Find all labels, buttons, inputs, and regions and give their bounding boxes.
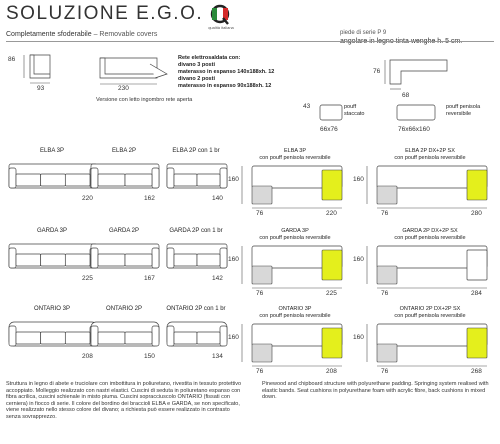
corner-title: ONTARIO 3P bbox=[278, 306, 312, 312]
corner-subtitle: con pouff penisola reversibile bbox=[259, 312, 331, 319]
subtitle bbox=[6, 31, 157, 38]
sofa-name: ONTARIO 3P bbox=[34, 306, 70, 312]
corner-sofa-drawing bbox=[240, 242, 360, 292]
sofa-name: GARDA 2P bbox=[108, 228, 139, 234]
corner-subtitle: con pouff penisola reversibile bbox=[394, 234, 466, 241]
footer-italian: Struttura in legno di abete e truciolare con imbottitura in poliuretano, rivestita in tessuto protettivo accoppiato. Molleggio realizzato con nastri elastici. Cuscini di seduta in poliuretano espanso con fibra acrilica, cuscini schienale in misto piuma. Cuscini sopracciuscolo ONTARIO (fissati con cerniera) in fiocco di serie. Il colore del bordino dei braccioli ELBA e GARDA, se non specificato, viene realizzato nello stesso colore del divano; a richiesta può essere realizzato in contrasto senza sovrapprezzo. bbox=[6, 381, 242, 420]
dim-corner-68: 68 bbox=[402, 92, 410, 99]
sofa-width: 140 bbox=[212, 195, 223, 202]
corner-sofa-drawing bbox=[365, 320, 500, 370]
page-title: SOLUZIONE E.G.O. bbox=[6, 3, 204, 24]
corner-depth: 76 bbox=[381, 210, 389, 217]
corner-title: ELBA 3P bbox=[283, 148, 307, 154]
corner-sofa-drawing bbox=[240, 162, 360, 212]
corner-subtitle: con pouff penisola reversibile bbox=[259, 154, 331, 161]
corner-diagram bbox=[385, 57, 465, 97]
corner-width: 280 bbox=[471, 210, 482, 217]
corner-width: 208 bbox=[326, 368, 337, 375]
sofa-width: 150 bbox=[144, 353, 155, 360]
sofa-drawing bbox=[90, 160, 162, 194]
corner-name bbox=[240, 306, 350, 319]
side-profile-drawing bbox=[20, 50, 60, 90]
brand-logo bbox=[209, 4, 231, 26]
corner-width: 220 bbox=[326, 210, 337, 217]
corner-title: ONTARIO 2P DX+2P SX bbox=[399, 306, 461, 312]
corner-depth: 76 bbox=[381, 368, 389, 375]
sofa-name: ELBA 2P bbox=[111, 148, 137, 154]
corner-sofa-drawing bbox=[365, 162, 500, 212]
logo-caption: qualità italiana bbox=[208, 25, 234, 30]
sofa-drawing bbox=[166, 240, 230, 274]
corner-height: 160 bbox=[228, 256, 239, 263]
sofa-name: GARDA 2P con 1 br bbox=[169, 228, 223, 234]
corner-sofa-drawing bbox=[240, 320, 360, 370]
bed-note: Versione con letto ingombro rete aperta bbox=[96, 97, 193, 103]
corner-name bbox=[365, 228, 495, 241]
bed-specs bbox=[178, 55, 308, 90]
corner-width: 268 bbox=[471, 368, 482, 375]
corner-depth: 76 bbox=[256, 290, 264, 297]
bed-spec-3: divano 2 posti bbox=[178, 76, 215, 82]
corner-title: GARDA 3P bbox=[281, 228, 309, 234]
dim-corner-76: 76 bbox=[373, 68, 381, 75]
pouf-penisola-label: pouff penisola reversibile bbox=[446, 104, 481, 117]
corner-width: 225 bbox=[326, 290, 337, 297]
corner-sofa-drawing bbox=[365, 242, 500, 292]
foot-note: piede di serie P 9 bbox=[340, 30, 387, 36]
sofa-width: 220 bbox=[82, 195, 93, 202]
sofa-bed-drawing bbox=[95, 50, 185, 90]
corner-width: 284 bbox=[471, 290, 482, 297]
corner-height: 160 bbox=[228, 334, 239, 341]
sofa-drawing bbox=[90, 318, 162, 352]
corner-height: 160 bbox=[228, 176, 239, 183]
bed-spec-1: divano 3 posti bbox=[178, 62, 215, 68]
sofa-drawing bbox=[166, 160, 230, 194]
corner-name bbox=[365, 306, 495, 319]
subtitle-en: – Removable covers bbox=[93, 31, 158, 38]
sofa-name: ONTARIO 2P con 1 br bbox=[166, 306, 226, 312]
dim-height: 86 bbox=[8, 56, 16, 63]
bed-spec-2: materasso in espanso 140x188xh. 12 bbox=[178, 69, 275, 75]
sofa-name: ELBA 2P con 1 br bbox=[172, 148, 220, 154]
sofa-drawing bbox=[8, 318, 100, 352]
pouf-penisola-size: 76x66x160 bbox=[398, 126, 430, 133]
sofa-width: 142 bbox=[212, 275, 223, 282]
corner-subtitle: con pouff penisola reversibile bbox=[394, 154, 466, 161]
sofa-drawing bbox=[166, 318, 230, 352]
corner-depth: 76 bbox=[256, 368, 264, 375]
corner-height: 160 bbox=[353, 176, 364, 183]
sofa-name: GARDA 3P bbox=[36, 228, 67, 234]
sofa-width: 208 bbox=[82, 353, 93, 360]
sofa-width: 167 bbox=[144, 275, 155, 282]
corner-subtitle: con pouff penisola reversibile bbox=[259, 234, 331, 241]
corner-title: ELBA 2P DX+2P SX bbox=[405, 148, 455, 154]
header-divider bbox=[6, 41, 494, 42]
dim-depth: 93 bbox=[37, 85, 45, 92]
dim-pouf-43: 43 bbox=[303, 103, 311, 110]
corner-title: GARDA 2P DX+2P SX bbox=[402, 228, 458, 234]
pouf-label: pouff staccato bbox=[344, 104, 365, 117]
corner-height: 160 bbox=[353, 334, 364, 341]
subtitle-it: Completamente sfoderabile bbox=[6, 31, 92, 38]
corner-subtitle: con pouff penisola reversibile bbox=[394, 312, 466, 319]
sofa-drawing bbox=[8, 240, 100, 274]
corner-name bbox=[365, 148, 495, 161]
corner-name bbox=[240, 148, 350, 161]
corner-height: 160 bbox=[353, 256, 364, 263]
sofa-name: ONTARIO 2P bbox=[106, 306, 142, 312]
corner-depth: 76 bbox=[256, 210, 264, 217]
pouf-size: 66x76 bbox=[320, 126, 338, 133]
pouf-penisola-drawing bbox=[395, 102, 445, 124]
corner-depth: 76 bbox=[381, 290, 389, 297]
corner-name bbox=[240, 228, 350, 241]
sofa-width: 162 bbox=[144, 195, 155, 202]
sofa-drawing bbox=[90, 240, 162, 274]
footer-english: Pinewood and chipboard structure with polyurethane padding. Springing system realised with elastic bands. Seat cushions in polyurethane foam with acrylic fibre, back cushions in mixed down. bbox=[262, 381, 489, 400]
sofa-drawing bbox=[8, 160, 100, 194]
sofa-name: ELBA 3P bbox=[39, 148, 65, 154]
bed-spec-0: Rete elettrosaldata con: bbox=[178, 55, 241, 61]
dim-bed-length: 230 bbox=[118, 85, 129, 92]
sofa-width: 134 bbox=[212, 353, 223, 360]
sofa-width: 225 bbox=[82, 275, 93, 282]
bed-spec-4: materasso in espanso 90x188xh. 12 bbox=[178, 83, 272, 89]
